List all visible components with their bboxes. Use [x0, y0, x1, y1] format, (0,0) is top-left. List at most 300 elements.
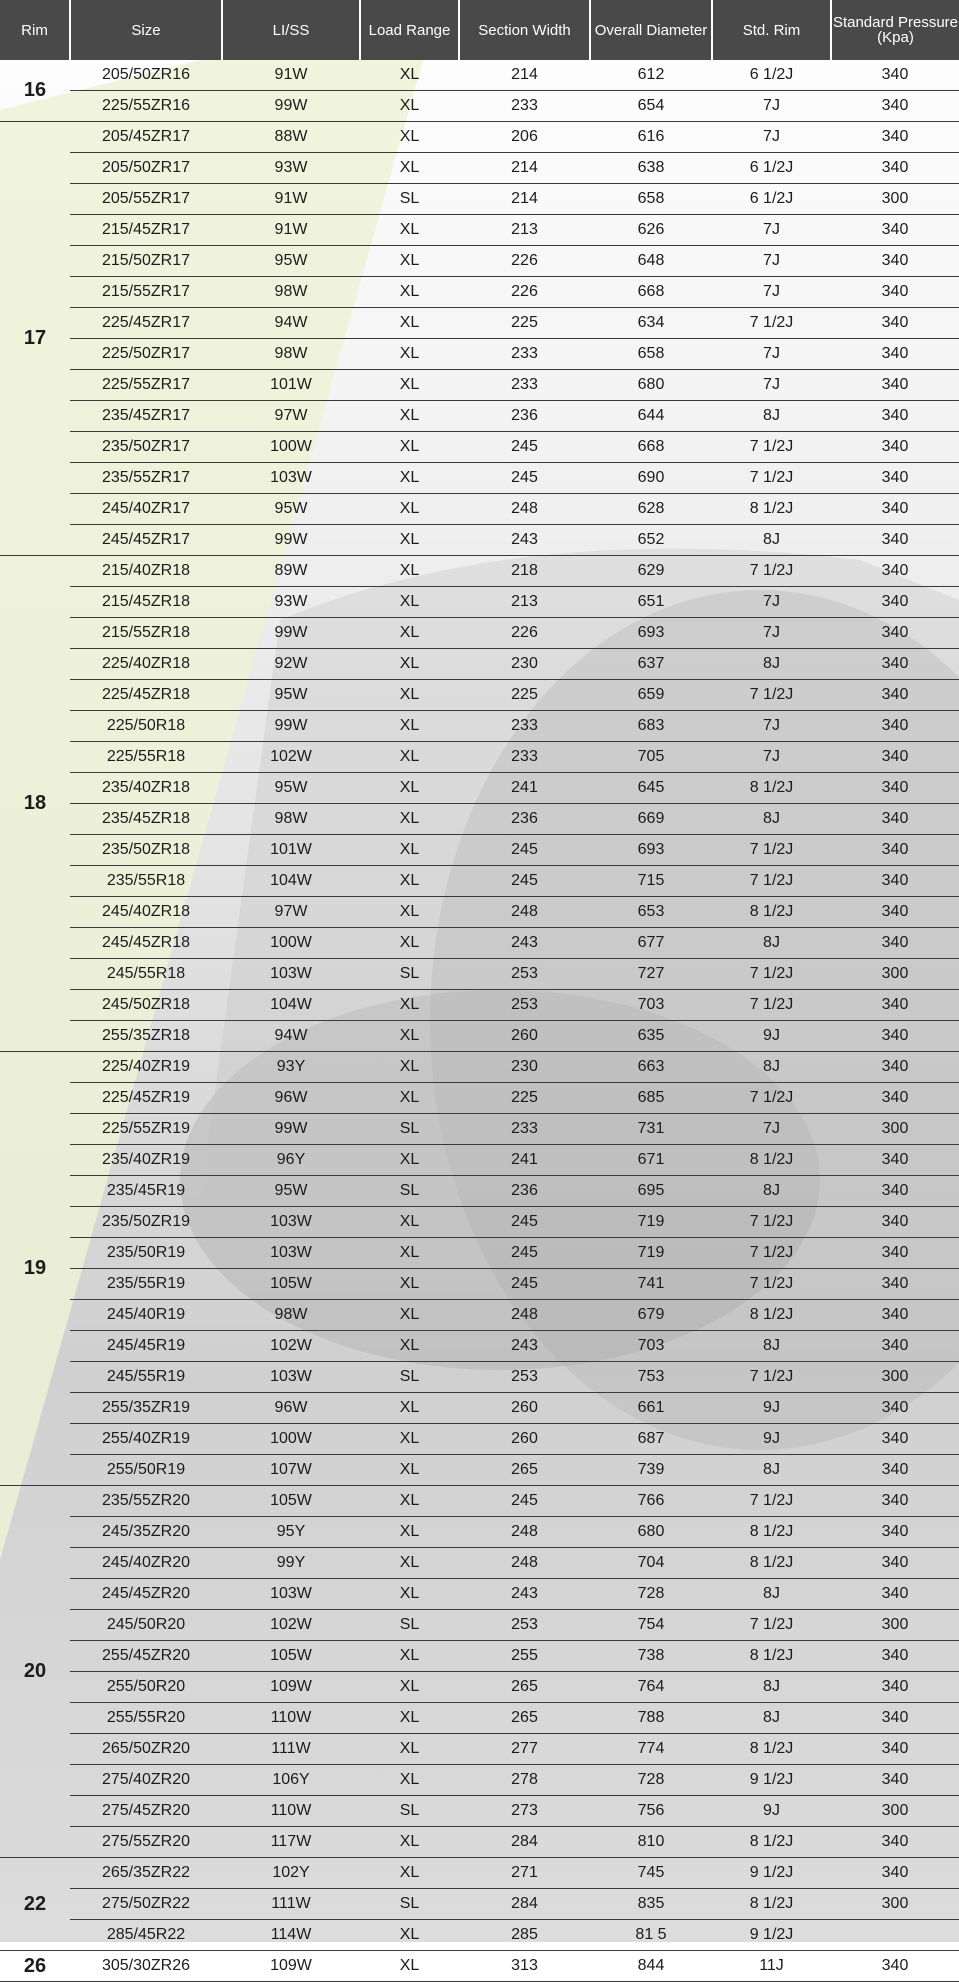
li-ss-cell: 97W — [222, 401, 360, 432]
pressure-cell: 340 — [831, 742, 959, 773]
overall-diameter-cell: 741 — [590, 1269, 712, 1300]
std-rim-cell: 8 1/2J — [712, 1548, 831, 1579]
table-row — [0, 866, 959, 897]
overall-diameter-cell: 635 — [590, 1021, 712, 1052]
std-rim-cell: 7J — [712, 339, 831, 370]
size-cell: 245/40ZR18 — [70, 897, 222, 928]
li-ss-cell: 102W — [222, 1610, 360, 1641]
table-body — [0, 60, 959, 1982]
std-rim-cell: 8J — [712, 1331, 831, 1362]
size-cell: 235/55R19 — [70, 1269, 222, 1300]
section-width-cell: 233 — [459, 1114, 590, 1145]
overall-diameter-cell: 671 — [590, 1145, 712, 1176]
overall-diameter-cell: 628 — [590, 494, 712, 525]
load-range-cell: SL — [360, 1362, 459, 1393]
table-row — [0, 1269, 959, 1300]
size-cell: 215/55ZR18 — [70, 618, 222, 649]
section-width-cell: 245 — [459, 866, 590, 897]
table-row — [0, 1672, 959, 1703]
size-cell: 215/45ZR18 — [70, 587, 222, 618]
size-cell: 265/35ZR22 — [70, 1858, 222, 1889]
load-range-cell: XL — [360, 804, 459, 835]
load-range-cell: XL — [360, 525, 459, 556]
load-range-cell: XL — [360, 277, 459, 308]
section-width-cell: 255 — [459, 1641, 590, 1672]
load-range-cell: XL — [360, 1641, 459, 1672]
pressure-cell: 340 — [831, 370, 959, 401]
size-cell: 215/50ZR17 — [70, 246, 222, 277]
table-row — [0, 91, 959, 122]
load-range-cell: XL — [360, 246, 459, 277]
size-cell: 305/30ZR26 — [70, 1951, 222, 1982]
load-range-cell: XL — [360, 649, 459, 680]
li-ss-cell: 111W — [222, 1889, 360, 1920]
size-cell: 235/55ZR17 — [70, 463, 222, 494]
table-row — [0, 246, 959, 277]
table-row — [0, 1021, 959, 1052]
table-row — [0, 1734, 959, 1765]
load-range-cell: XL — [360, 1238, 459, 1269]
size-cell: 215/40ZR18 — [70, 556, 222, 587]
overall-diameter-cell: 677 — [590, 928, 712, 959]
overall-diameter-cell: 663 — [590, 1052, 712, 1083]
table-row — [0, 1579, 959, 1610]
table-row — [0, 959, 959, 990]
size-cell: 235/45ZR18 — [70, 804, 222, 835]
load-range-cell: XL — [360, 1734, 459, 1765]
table-row — [0, 525, 959, 556]
li-ss-cell: 95W — [222, 1176, 360, 1207]
li-ss-cell: 110W — [222, 1796, 360, 1827]
size-cell: 235/50ZR17 — [70, 432, 222, 463]
section-width-cell: 253 — [459, 1362, 590, 1393]
li-ss-cell: 100W — [222, 432, 360, 463]
li-ss-cell: 93Y — [222, 1052, 360, 1083]
pressure-cell: 340 — [831, 1951, 959, 1982]
li-ss-cell: 102Y — [222, 1858, 360, 1889]
size-cell: 245/40ZR17 — [70, 494, 222, 525]
li-ss-cell: 103W — [222, 1207, 360, 1238]
load-range-cell: XL — [360, 1052, 459, 1083]
pressure-cell: 340 — [831, 1858, 959, 1889]
std-rim-cell: 8J — [712, 928, 831, 959]
section-width-cell: 236 — [459, 401, 590, 432]
load-range-cell: XL — [360, 835, 459, 866]
header-standard-pressure — [831, 0, 959, 60]
section-width-cell: 277 — [459, 1734, 590, 1765]
load-range-cell: XL — [360, 153, 459, 184]
overall-diameter-cell: 651 — [590, 587, 712, 618]
overall-diameter-cell: 756 — [590, 1796, 712, 1827]
std-rim-cell: 8J — [712, 1672, 831, 1703]
table-row — [0, 1145, 959, 1176]
header-std-rim: Std. Rim — [712, 0, 831, 60]
std-rim-cell: 9 1/2J — [712, 1765, 831, 1796]
pressure-cell: 340 — [831, 1424, 959, 1455]
std-rim-cell: 7 1/2J — [712, 463, 831, 494]
size-cell: 255/50R20 — [70, 1672, 222, 1703]
overall-diameter-cell: 680 — [590, 370, 712, 401]
size-cell: 225/40ZR18 — [70, 649, 222, 680]
pressure-cell: 340 — [831, 494, 959, 525]
overall-diameter-cell: 638 — [590, 153, 712, 184]
std-rim-cell: 7J — [712, 277, 831, 308]
table-row — [0, 1765, 959, 1796]
li-ss-cell: 100W — [222, 1424, 360, 1455]
table-row — [0, 1548, 959, 1579]
section-width-cell: 245 — [459, 1269, 590, 1300]
li-ss-cell: 105W — [222, 1486, 360, 1517]
li-ss-cell: 99W — [222, 618, 360, 649]
table-row — [0, 773, 959, 804]
section-width-cell: 253 — [459, 959, 590, 990]
std-rim-cell: 8J — [712, 1703, 831, 1734]
load-range-cell: SL — [360, 1796, 459, 1827]
size-cell: 285/45R22 — [70, 1920, 222, 1951]
size-cell: 225/40ZR19 — [70, 1052, 222, 1083]
std-rim-cell: 7 1/2J — [712, 990, 831, 1021]
rim-group-cell: 20 — [0, 1486, 70, 1858]
table-row — [0, 1610, 959, 1641]
rim-group-cell: 26 — [0, 1951, 70, 1982]
size-cell: 245/40ZR20 — [70, 1548, 222, 1579]
li-ss-cell: 103W — [222, 1579, 360, 1610]
section-width-cell: 236 — [459, 1176, 590, 1207]
section-width-cell: 214 — [459, 60, 590, 91]
table-row — [0, 1083, 959, 1114]
std-rim-cell: 8 1/2J — [712, 1517, 831, 1548]
section-width-cell: 226 — [459, 246, 590, 277]
li-ss-cell: 101W — [222, 370, 360, 401]
std-rim-cell: 7J — [712, 91, 831, 122]
std-rim-cell: 8 1/2J — [712, 1827, 831, 1858]
pressure-cell: 340 — [831, 60, 959, 91]
load-range-cell: XL — [360, 1672, 459, 1703]
pressure-cell: 340 — [831, 1393, 959, 1424]
pressure-cell: 300 — [831, 959, 959, 990]
overall-diameter-cell: 728 — [590, 1579, 712, 1610]
std-rim-cell: 7 1/2J — [712, 1610, 831, 1641]
li-ss-cell: 109W — [222, 1951, 360, 1982]
std-rim-cell: 7 1/2J — [712, 835, 831, 866]
size-cell: 235/55ZR20 — [70, 1486, 222, 1517]
size-cell: 225/55ZR19 — [70, 1114, 222, 1145]
section-width-cell: 265 — [459, 1672, 590, 1703]
pressure-cell: 340 — [831, 897, 959, 928]
table-row — [0, 928, 959, 959]
load-range-cell: XL — [360, 1331, 459, 1362]
li-ss-cell: 95W — [222, 246, 360, 277]
pressure-cell: 340 — [831, 1021, 959, 1052]
table-row — [0, 1920, 959, 1951]
std-rim-cell: 7 1/2J — [712, 1269, 831, 1300]
section-width-cell: 248 — [459, 494, 590, 525]
load-range-cell: XL — [360, 1207, 459, 1238]
load-range-cell: XL — [360, 215, 459, 246]
load-range-cell: XL — [360, 339, 459, 370]
std-rim-cell: 7 1/2J — [712, 308, 831, 339]
overall-diameter-cell: 705 — [590, 742, 712, 773]
pressure-cell — [831, 1920, 959, 1951]
size-cell: 265/50ZR20 — [70, 1734, 222, 1765]
section-width-cell: 230 — [459, 649, 590, 680]
li-ss-cell: 94W — [222, 308, 360, 339]
li-ss-cell: 103W — [222, 959, 360, 990]
pressure-cell: 340 — [831, 1145, 959, 1176]
section-width-cell: 233 — [459, 742, 590, 773]
std-rim-cell: 8 1/2J — [712, 773, 831, 804]
li-ss-cell: 104W — [222, 866, 360, 897]
section-width-cell: 248 — [459, 897, 590, 928]
std-rim-cell: 8 1/2J — [712, 1300, 831, 1331]
section-width-cell: 241 — [459, 1145, 590, 1176]
std-rim-cell: 7 1/2J — [712, 1083, 831, 1114]
table-row — [0, 1796, 959, 1827]
size-cell: 205/45ZR17 — [70, 122, 222, 153]
table-row — [0, 184, 959, 215]
size-cell: 205/50ZR17 — [70, 153, 222, 184]
load-range-cell: XL — [360, 91, 459, 122]
size-cell: 215/45ZR17 — [70, 215, 222, 246]
std-rim-cell: 6 1/2J — [712, 60, 831, 91]
section-width-cell: 241 — [459, 773, 590, 804]
load-range-cell: XL — [360, 1455, 459, 1486]
pressure-cell: 340 — [831, 618, 959, 649]
header-standard-pressure-unit: (Kpa) — [877, 29, 914, 46]
overall-diameter-cell: 629 — [590, 556, 712, 587]
header-load-range: Load Range — [360, 0, 459, 60]
std-rim-cell: 7 1/2J — [712, 1486, 831, 1517]
section-width-cell: 243 — [459, 1579, 590, 1610]
table-row — [0, 1641, 959, 1672]
pressure-cell: 340 — [831, 1703, 959, 1734]
pressure-cell: 340 — [831, 463, 959, 494]
overall-diameter-cell: 788 — [590, 1703, 712, 1734]
section-width-cell: 236 — [459, 804, 590, 835]
pressure-cell: 340 — [831, 928, 959, 959]
overall-diameter-cell: 634 — [590, 308, 712, 339]
std-rim-cell: 6 1/2J — [712, 184, 831, 215]
section-width-cell: 248 — [459, 1548, 590, 1579]
size-cell: 245/40R19 — [70, 1300, 222, 1331]
header-li-ss: LI/SS — [222, 0, 360, 60]
pressure-cell: 340 — [831, 1827, 959, 1858]
pressure-cell: 340 — [831, 153, 959, 184]
section-width-cell: 243 — [459, 928, 590, 959]
li-ss-cell: 99W — [222, 525, 360, 556]
std-rim-cell: 6 1/2J — [712, 153, 831, 184]
rim-group-cell: 17 — [0, 122, 70, 556]
section-width-cell: 226 — [459, 618, 590, 649]
table-row — [0, 556, 959, 587]
li-ss-cell: 103W — [222, 1238, 360, 1269]
size-cell: 245/50R20 — [70, 1610, 222, 1641]
section-width-cell: 260 — [459, 1424, 590, 1455]
section-width-cell: 285 — [459, 1920, 590, 1951]
size-cell: 275/50ZR22 — [70, 1889, 222, 1920]
pressure-cell: 340 — [831, 1455, 959, 1486]
load-range-cell: XL — [360, 773, 459, 804]
section-width-cell: 233 — [459, 711, 590, 742]
section-width-cell: 260 — [459, 1393, 590, 1424]
std-rim-cell: 8J — [712, 401, 831, 432]
table-row — [0, 1889, 959, 1920]
li-ss-cell: 109W — [222, 1672, 360, 1703]
li-ss-cell: 97W — [222, 897, 360, 928]
pressure-cell: 340 — [831, 122, 959, 153]
li-ss-cell: 96W — [222, 1393, 360, 1424]
table-row — [0, 649, 959, 680]
std-rim-cell: 9J — [712, 1393, 831, 1424]
table-row — [0, 1424, 959, 1455]
size-cell: 225/45ZR19 — [70, 1083, 222, 1114]
load-range-cell: XL — [360, 1703, 459, 1734]
li-ss-cell: 98W — [222, 804, 360, 835]
std-rim-cell: 7J — [712, 618, 831, 649]
pressure-cell: 340 — [831, 277, 959, 308]
overall-diameter-cell: 648 — [590, 246, 712, 277]
pressure-cell: 340 — [831, 525, 959, 556]
overall-diameter-cell: 693 — [590, 618, 712, 649]
size-cell: 245/45R19 — [70, 1331, 222, 1362]
pressure-cell: 340 — [831, 1548, 959, 1579]
table-header-row — [0, 0, 959, 60]
load-range-cell: XL — [360, 1579, 459, 1610]
table-row — [0, 432, 959, 463]
load-range-cell: XL — [360, 370, 459, 401]
pressure-cell: 340 — [831, 680, 959, 711]
li-ss-cell: 94W — [222, 1021, 360, 1052]
std-rim-cell: 8 1/2J — [712, 1145, 831, 1176]
size-cell: 245/55R18 — [70, 959, 222, 990]
section-width-cell: 313 — [459, 1951, 590, 1982]
li-ss-cell: 100W — [222, 928, 360, 959]
pressure-cell: 300 — [831, 1362, 959, 1393]
size-cell: 245/55R19 — [70, 1362, 222, 1393]
overall-diameter-cell: 810 — [590, 1827, 712, 1858]
section-width-cell: 213 — [459, 587, 590, 618]
overall-diameter-cell: 753 — [590, 1362, 712, 1393]
li-ss-cell: 99W — [222, 91, 360, 122]
li-ss-cell: 117W — [222, 1827, 360, 1858]
std-rim-cell: 9 1/2J — [712, 1920, 831, 1951]
std-rim-cell: 8 1/2J — [712, 1641, 831, 1672]
pressure-cell: 340 — [831, 1300, 959, 1331]
load-range-cell: SL — [360, 1114, 459, 1145]
section-width-cell: 245 — [459, 1486, 590, 1517]
overall-diameter-cell: 680 — [590, 1517, 712, 1548]
size-cell: 255/40ZR19 — [70, 1424, 222, 1455]
overall-diameter-cell: 654 — [590, 91, 712, 122]
table-row — [0, 1393, 959, 1424]
std-rim-cell: 8J — [712, 525, 831, 556]
size-cell: 245/45ZR17 — [70, 525, 222, 556]
li-ss-cell: 88W — [222, 122, 360, 153]
load-range-cell: XL — [360, 494, 459, 525]
li-ss-cell: 95W — [222, 773, 360, 804]
load-range-cell: XL — [360, 1858, 459, 1889]
size-cell: 235/45R19 — [70, 1176, 222, 1207]
load-range-cell: XL — [360, 990, 459, 1021]
section-width-cell: 253 — [459, 990, 590, 1021]
li-ss-cell: 110W — [222, 1703, 360, 1734]
pressure-cell: 340 — [831, 1331, 959, 1362]
li-ss-cell: 107W — [222, 1455, 360, 1486]
section-width-cell: 225 — [459, 1083, 590, 1114]
load-range-cell: XL — [360, 866, 459, 897]
pressure-cell: 340 — [831, 804, 959, 835]
pressure-cell: 300 — [831, 1610, 959, 1641]
section-width-cell: 245 — [459, 1238, 590, 1269]
load-range-cell: XL — [360, 1145, 459, 1176]
overall-diameter-cell: 687 — [590, 1424, 712, 1455]
pressure-cell: 340 — [831, 866, 959, 897]
overall-diameter-cell: 683 — [590, 711, 712, 742]
pressure-cell: 340 — [831, 215, 959, 246]
pressure-cell: 340 — [831, 711, 959, 742]
load-range-cell: XL — [360, 1765, 459, 1796]
table-row — [0, 835, 959, 866]
table-row — [0, 1176, 959, 1207]
section-width-cell: 213 — [459, 215, 590, 246]
size-cell: 235/40ZR18 — [70, 773, 222, 804]
section-width-cell: 245 — [459, 463, 590, 494]
li-ss-cell: 98W — [222, 277, 360, 308]
table-row — [0, 897, 959, 928]
std-rim-cell: 7 1/2J — [712, 1362, 831, 1393]
pressure-cell: 340 — [831, 308, 959, 339]
load-range-cell: SL — [360, 184, 459, 215]
load-range-cell: XL — [360, 1300, 459, 1331]
overall-diameter-cell: 739 — [590, 1455, 712, 1486]
table-row — [0, 1300, 959, 1331]
load-range-cell: XL — [360, 1424, 459, 1455]
li-ss-cell: 96Y — [222, 1145, 360, 1176]
li-ss-cell: 93W — [222, 587, 360, 618]
overall-diameter-cell: 626 — [590, 215, 712, 246]
load-range-cell: XL — [360, 680, 459, 711]
overall-diameter-cell: 703 — [590, 1331, 712, 1362]
size-cell: 245/45ZR18 — [70, 928, 222, 959]
table-row — [0, 618, 959, 649]
pressure-cell: 340 — [831, 1579, 959, 1610]
section-width-cell: 225 — [459, 680, 590, 711]
pressure-cell: 340 — [831, 990, 959, 1021]
section-width-cell: 245 — [459, 432, 590, 463]
li-ss-cell: 98W — [222, 339, 360, 370]
table-row — [0, 308, 959, 339]
overall-diameter-cell: 679 — [590, 1300, 712, 1331]
overall-diameter-cell: 728 — [590, 1765, 712, 1796]
size-cell: 245/50ZR18 — [70, 990, 222, 1021]
section-width-cell: 273 — [459, 1796, 590, 1827]
table-row — [0, 277, 959, 308]
li-ss-cell: 99W — [222, 711, 360, 742]
overall-diameter-cell: 703 — [590, 990, 712, 1021]
size-cell: 205/55ZR17 — [70, 184, 222, 215]
overall-diameter-cell: 616 — [590, 122, 712, 153]
load-range-cell: XL — [360, 1393, 459, 1424]
size-cell: 245/45ZR20 — [70, 1579, 222, 1610]
table-row — [0, 153, 959, 184]
rim-group-cell: 19 — [0, 1052, 70, 1486]
li-ss-cell: 106Y — [222, 1765, 360, 1796]
overall-diameter-cell: 658 — [590, 184, 712, 215]
section-width-cell: 225 — [459, 308, 590, 339]
section-width-cell: 284 — [459, 1827, 590, 1858]
std-rim-cell: 7J — [712, 742, 831, 773]
li-ss-cell: 91W — [222, 184, 360, 215]
